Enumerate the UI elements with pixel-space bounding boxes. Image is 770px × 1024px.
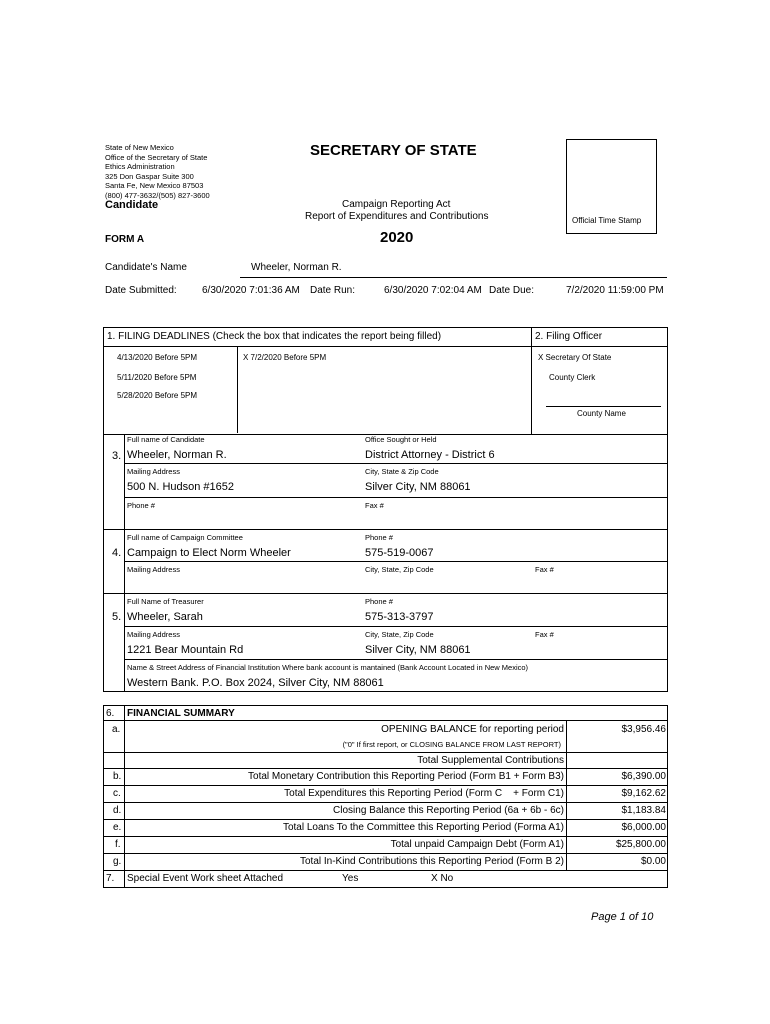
summary-row-label: Closing Balance this Reporting Period (6a + 6b - 6c): [333, 805, 564, 816]
divider: [103, 346, 668, 347]
summary-row-label: Total Loans To the Committee this Reporting Period (Forma A1): [282, 822, 564, 833]
agency-line: Ethics Administration: [105, 162, 175, 171]
divider: [103, 836, 668, 837]
field-label: Mailing Address: [127, 565, 180, 574]
divider: [237, 347, 238, 433]
field-label: Mailing Address: [127, 467, 180, 476]
row-letter: e.: [113, 822, 122, 833]
treasurer-phone: 575-313-3797: [365, 611, 434, 623]
candidate-heading: Candidate: [105, 199, 159, 211]
special-event-no-checked[interactable]: X No: [431, 873, 454, 884]
summary-row-value: $0.00: [640, 856, 666, 867]
divider: [240, 277, 667, 278]
date-submitted-label: Date Submitted:: [105, 285, 177, 296]
candidate-name-label: Candidate's Name: [105, 262, 187, 273]
field-label: Phone #: [365, 533, 393, 542]
divider: [124, 659, 668, 660]
summary-row-value: $25,800.00: [615, 839, 666, 850]
agency-line: (800) 477-3632/(505) 827-3600: [105, 190, 210, 200]
summary-row-label: Total Monetary Contribution this Reporting Period (Form B1 + Form B3): [248, 771, 564, 782]
agency-line: Santa Fe, New Mexico 87503: [105, 181, 204, 190]
field-label: Full Name of Treasurer: [127, 597, 204, 606]
field-label: Name & Street Address of Financial Institution Where bank account is mantained (Bank Account Located in New Mexico): [127, 663, 529, 672]
summary-row-label: Total In-Kind Contributions this Reporting Period (Form B 2): [299, 856, 564, 867]
committee-phone: 575-519-0067: [365, 547, 434, 559]
divider: [103, 529, 668, 530]
office-sought: District Attorney - District 6: [365, 449, 495, 461]
deadline-option[interactable]: 5/28/2020 Before 5PM: [117, 391, 198, 400]
divider: [103, 853, 668, 854]
time-stamp-box: [566, 139, 657, 234]
candidate-city: Silver City, NM 88061: [365, 481, 471, 493]
field-label: Fax #: [535, 565, 554, 574]
summary-row-value: $6,390.00: [621, 771, 666, 782]
deadline-option-checked[interactable]: X 7/2/2020 Before 5PM: [243, 353, 327, 362]
field-label: Phone #: [365, 597, 393, 606]
section-number: 6.: [106, 708, 115, 719]
officer-option[interactable]: County Clerk: [549, 373, 596, 382]
summary-row-value: $1,183.84: [621, 805, 666, 816]
summary-row-value: $6,000.00: [621, 822, 666, 833]
field-label: City, State & Zip Code: [365, 467, 439, 476]
row-letter: c.: [113, 788, 121, 799]
deadline-option[interactable]: 5/11/2020 Before 5PM: [117, 373, 197, 382]
treasurer-name: Wheeler, Sarah: [127, 611, 203, 623]
agency-line: State of New Mexico: [105, 143, 174, 152]
divider: [103, 819, 668, 820]
field-label: Phone #: [127, 501, 155, 510]
special-event-label: Special Event Work sheet Attached: [127, 873, 284, 884]
filing-officer-header: 2. Filing Officer: [535, 331, 603, 342]
divider: [124, 626, 668, 627]
page-number: Page 1 of 10: [591, 911, 654, 923]
treasurer-mailing: 1221 Bear Mountain Rd: [127, 644, 244, 656]
report-year: 2020: [380, 229, 414, 246]
divider: [103, 785, 668, 786]
page-title: SECRETARY OF STATE: [310, 142, 477, 159]
section-number: 3.: [112, 450, 122, 462]
divider: [531, 327, 532, 434]
stamp-label: Official Time Stamp: [572, 216, 642, 225]
committee-name: Campaign to Elect Norm Wheeler: [127, 547, 291, 559]
summary-row-value: $9,162.62: [621, 788, 666, 799]
treasurer-city: Silver City, NM 88061: [365, 644, 471, 656]
field-label: Fax #: [535, 630, 554, 639]
row-letter: d.: [113, 805, 122, 816]
row-letter: a.: [112, 724, 121, 735]
divider: [124, 434, 125, 692]
candidate-mailing: 500 N. Hudson #1652: [127, 481, 235, 493]
candidate-full-name: Wheeler, Norman R.: [127, 449, 227, 461]
divider: [124, 463, 668, 464]
report-title: Report of Expenditures and Contributions: [305, 211, 489, 222]
field-label: Fax #: [365, 501, 384, 510]
divider: [103, 752, 668, 753]
officer-option-checked[interactable]: X Secretary Of State: [538, 353, 612, 362]
candidate-name: Wheeler, Norman R.: [251, 262, 342, 273]
field-label: City, State, Zip Code: [365, 565, 434, 574]
deadline-option[interactable]: 4/13/2020 Before 5PM: [117, 353, 198, 362]
section-number: 7.: [106, 873, 115, 884]
agency-address-block: [105, 143, 210, 200]
summary-row-label: Total Expenditures this Reporting Period (Form C + Form C1): [284, 788, 564, 799]
divider: [103, 802, 668, 803]
divider: [103, 870, 668, 871]
opening-balance-label: OPENING BALANCE for reporting period: [381, 724, 564, 735]
agency-line: Office of the Secretary of State: [105, 152, 208, 162]
divider: [124, 705, 125, 887]
date-due: 7/2/2020 11:59:00 PM: [566, 285, 664, 296]
row-letter: g.: [113, 856, 122, 867]
form-label: FORM A: [105, 234, 145, 245]
divider: [124, 561, 668, 562]
filing-deadlines-header: 1. FILING DEADLINES (Check the box that indicates the report being filled): [107, 331, 442, 342]
field-label: Mailing Address: [127, 630, 180, 639]
summary-row-label: Total unpaid Campaign Debt (Form A1): [390, 839, 564, 850]
act-title: Campaign Reporting Act: [342, 199, 451, 210]
section-number: 5.: [112, 611, 122, 623]
section-number: 4.: [112, 547, 122, 559]
field-label: City, State, Zip Code: [365, 630, 434, 639]
opening-balance-note: ("0" If first report, or CLOSING BALANCE FROM LAST REPORT): [342, 740, 561, 749]
opening-balance-value: $3,956.46: [621, 724, 666, 735]
row-letter: f.: [115, 839, 121, 850]
divider: [124, 497, 668, 498]
date-run: 6/30/2020 7:02:04 AM: [384, 285, 482, 296]
financial-summary-header: FINANCIAL SUMMARY: [127, 708, 235, 719]
date-run-label: Date Run:: [310, 285, 356, 296]
divider: [103, 768, 668, 769]
divider: [566, 720, 567, 870]
county-name-label: County Name: [577, 409, 626, 418]
divider: [103, 593, 668, 594]
special-event-yes[interactable]: Yes: [342, 873, 359, 884]
field-label: Full name of Candidate: [127, 435, 205, 444]
bank-info: Western Bank. P.O. Box 2024, Silver City, NM 88061: [127, 677, 384, 689]
date-due-label: Date Due:: [489, 285, 535, 296]
row-letter: b.: [113, 771, 122, 782]
agency-line: 325 Don Gaspar Suite 300: [105, 171, 194, 181]
field-label: Full name of Campaign Committee: [127, 533, 243, 542]
supplemental-label: Total Supplemental Contributions: [417, 755, 564, 766]
field-label: Office Sought or Held: [365, 435, 437, 444]
divider: [546, 406, 661, 407]
date-submitted: 6/30/2020 7:01:36 AM: [202, 285, 300, 296]
divider: [103, 720, 668, 721]
